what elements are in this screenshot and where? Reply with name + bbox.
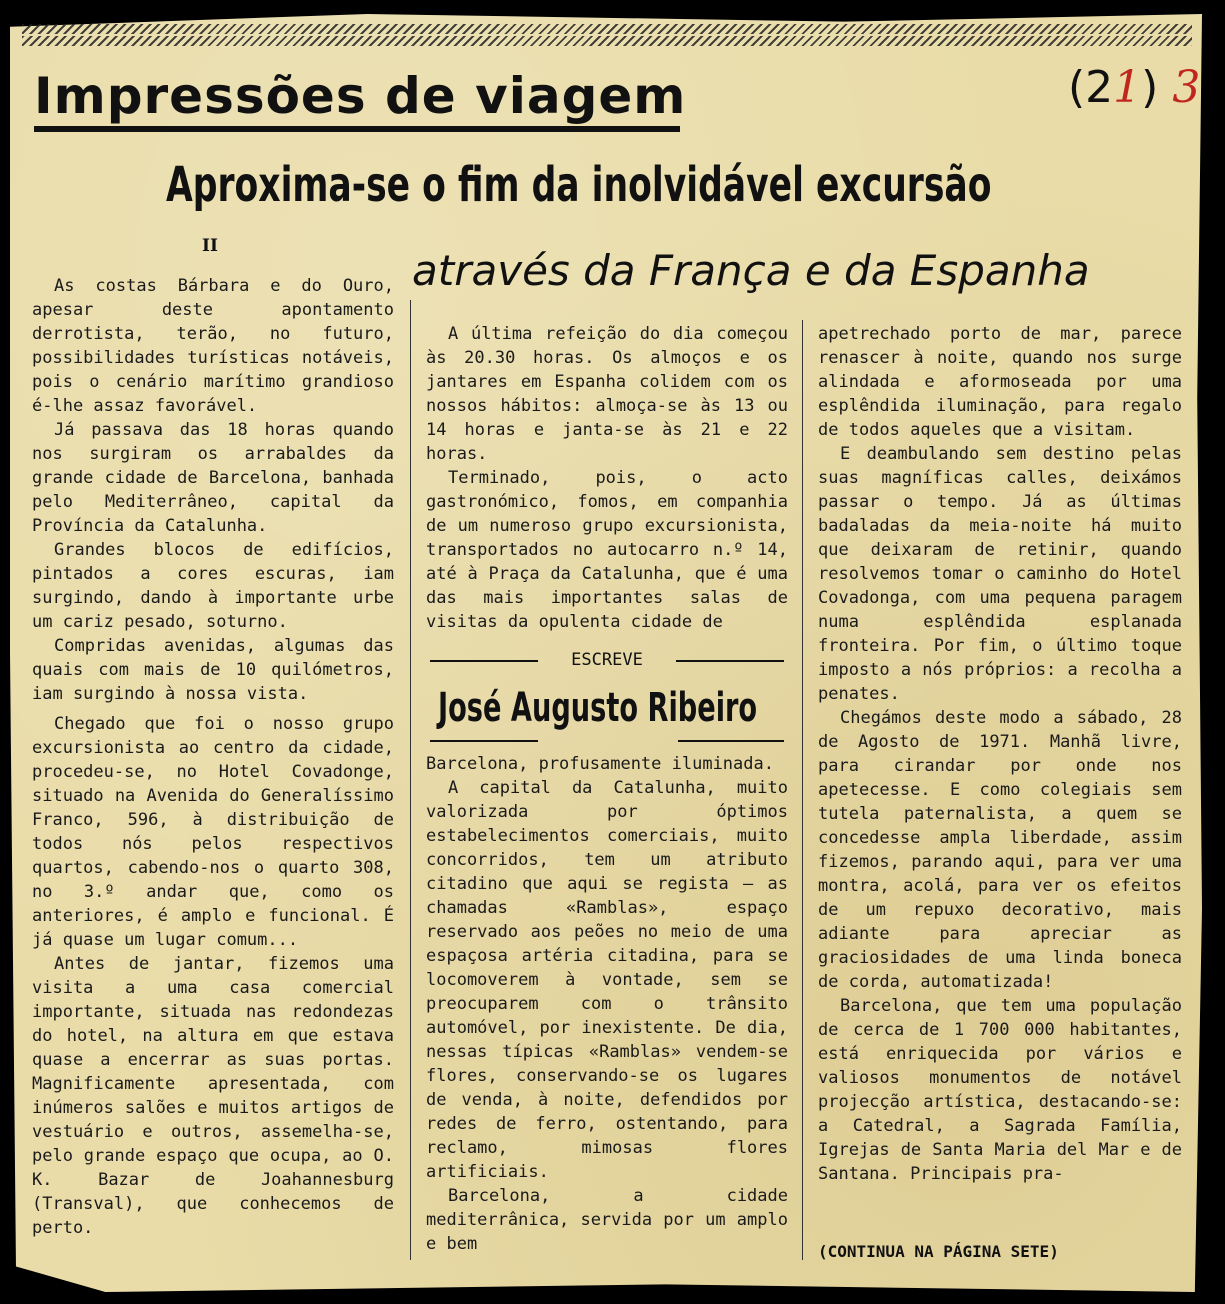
top-rule-2	[22, 36, 1192, 46]
paragraph: Chegámos deste modo a sábado, 28 de Agosto de 1971. Manhã livre, para cirandar por onde nos apetecesse. E como colegiais sem tutela paternalista, a quem se concedesse ampla liberdade, assim fizemos, parando aqui, para ver uma montra, acolá, para ver os efeitos de um repuxo decorativo, mais adiante para apreciar as graciosidades de uma linda boneca de corda, automatizada!	[818, 708, 1182, 992]
masthead-underline	[34, 126, 680, 132]
headline: Aproxima-se o fim da inolvidável excursão	[166, 157, 992, 213]
paragraph-continuation: apetrechado porto de mar, parece renascer à noite, quando nos surge alindada e aformoseada por uma esplêndida iluminação, para regalo de todos aqueles que a visitam.	[818, 324, 1182, 440]
page-number-mark	[1068, 58, 1200, 118]
page-number-printed: (2	[1068, 62, 1114, 113]
article-column-3	[818, 322, 1182, 1186]
top-rule	[22, 24, 1192, 34]
paragraph: Grandes blocos de edifícios, pintados a cores escuras, iam surgindo, dando à importante urbe um cariz pesado, soturno.	[32, 540, 394, 632]
section-masthead: Impressões de viagem	[34, 67, 687, 125]
paragraph: E deambulando sem destino pelas suas magníficas calles, deixámos passar o tempo. Já as últimas badaladas da meia-noite há muito que deixaram de retinir, quando resolvemos tomar o caminho do Hotel Covadonga, com uma pequena paragem numa esplêndida esplanada fronteira. Por fim, o último toque imposto a nós próprios: a recolha a penates.	[818, 444, 1182, 704]
page-number-struck: 1	[1113, 62, 1142, 113]
article-column-1	[32, 274, 394, 1240]
paragraph: Terminado, pois, o acto gastronómico, fomos, em companhia de um numeroso grupo excursionista, transportados no autocarro n.º 14, até à Praça da Catalunha, que é uma das mais importantes salas de visitas da opulenta cidade de	[426, 468, 788, 632]
article-column-2-bottom	[426, 752, 788, 1256]
paragraph: As costas Bárbara e do Ouro, apesar deste apontamento derrotista, terão, no futuro, possibilidades turísticas notáveis, pois o cenário marítimo grandioso é-lhe assaz favorável.	[32, 276, 394, 416]
paragraph: Chegado que foi o nosso grupo excursionista ao centro da cidade, procedeu-se, no Hotel Covadonge, situado na Avenida do Generalíssimo Franco, 596, à distribuição de todos nós pelos respectivos quartos, cabendo-nos o quarto 308, no 3.º andar que, como os anteriores, é amplo e funcional. É já quase um lugar comum...	[32, 714, 394, 950]
article-column-2-top	[426, 322, 788, 634]
page-number-handwritten: 3	[1172, 62, 1201, 113]
paragraph: Barcelona, a cidade mediterrânica, servida por um amplo e bem	[426, 1186, 788, 1254]
subheadline: através da França e da Espanha	[412, 246, 1090, 295]
paragraph: Antes de jantar, fizemos uma visita a uma casa comercial importante, situada nas redondezas do hotel, na altura em que estava quase a encerrar as suas portas. Magnificamente apresentada, com inúmeros salões e muitos artigos de vestuário e outros, assemelha-se, pelo grande espaço que ocupa, ao O. K. Bazar de Joahannesburg (Transval), que conhecemos de perto.	[32, 954, 394, 1238]
part-number: II	[202, 236, 218, 256]
byline-rule-right	[678, 740, 784, 742]
paragraph: Compridas avenidas, algumas das quais com mais de 10 quilómetros, iam surgindo à nossa vista.	[32, 636, 394, 704]
paragraph: Barcelona, que tem uma população de cerca de 1 700 000 habitantes, está enriquecida por vários e valiosos monumentos de notável projecção artística, destacando-se: a Catedral, a Sagrada Família, Igrejas de Santa Maria del Mar e de Santana. Principais pra-	[818, 996, 1182, 1184]
byline-rule-left	[430, 740, 538, 742]
column-divider-1	[410, 300, 411, 1260]
paragraph-continuation: Barcelona, profusamente iluminada.	[426, 754, 774, 774]
author-byline: José Augusto Ribeiro	[438, 685, 758, 731]
continuation-note: (CONTINUA NA PÁGINA SETE)	[818, 1242, 1059, 1261]
column-divider-2	[802, 320, 803, 1260]
paragraph: A última refeição do dia começou às 20.30 horas. Os almoços e os jantares em Espanha colidem com os nossos hábitos: almoça-se às 13 ou 14 horas e janta-se às 21 e 22 horas.	[426, 324, 788, 464]
escreve-label: ESCREVE	[430, 648, 784, 672]
paragraph: A capital da Catalunha, muito valorizada por óptimos estabelecimentos comerciais, muito concorridos, tem um atributo citadino que aqui se regista — as chamadas «Ramblas», espaço reservado aos peões no meio de uma espaçosa artéria citadina, para se locomoverem à vontade, sem se preocuparem com o trânsito automóvel, por inexistente. De dia, nessas típicas «Ramblas» vendem-se flores, conservando-se os lugares de venda, à noite, defendidos por redes de ferro, ostentando, para reclamo, mimosas flores artificiais.	[426, 778, 788, 1182]
paragraph: Já passava das 18 horas quando nos surgiram os arrabaldes da grande cidade de Barcelona, banhada pelo Mediterrâneo, capital da Província da Catalunha.	[32, 420, 394, 536]
page-number-close: )	[1141, 62, 1159, 113]
